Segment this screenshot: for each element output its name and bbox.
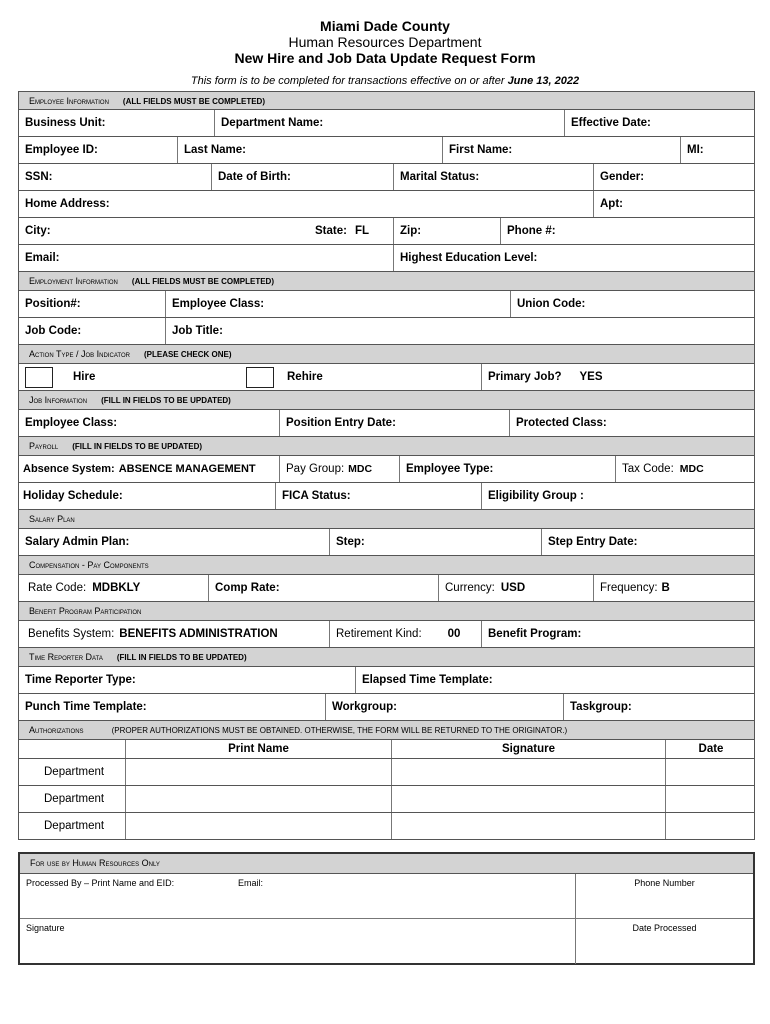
retirement-kind-label: Retirement Kind: <box>336 628 422 640</box>
city-field[interactable]: City: <box>25 225 51 237</box>
retirement-kind-value: 00 <box>447 628 461 640</box>
elapsed-time-template-field[interactable]: Elapsed Time Template: <box>355 667 756 693</box>
signature-input[interactable] <box>391 786 665 812</box>
form-row <box>18 110 755 137</box>
print-name-input[interactable] <box>125 759 391 785</box>
department-label: Department <box>44 793 105 805</box>
mi-field[interactable]: MI: <box>680 137 756 163</box>
date-input[interactable] <box>665 759 756 785</box>
effective-note-text: This form is to be completed for transactions effective on or after <box>190 75 508 87</box>
section-title: Employee Information <box>29 96 109 106</box>
col-signature: Signature <box>391 740 665 758</box>
county-title: Miami Dade County <box>320 18 450 34</box>
hr-only-box <box>18 852 755 965</box>
form-row <box>18 483 755 510</box>
rate-code-field[interactable] <box>19 575 208 601</box>
hire-label: Hire <box>73 371 96 383</box>
pay-group-label: Pay Group: <box>286 463 345 475</box>
rate-code-label: Rate Code: <box>28 582 87 594</box>
section-job-information <box>18 391 755 410</box>
form-row <box>18 621 755 648</box>
absence-system-value: ABSENCE MANAGEMENT <box>118 463 256 475</box>
currency-field[interactable] <box>438 575 593 601</box>
hr-phone-number-field[interactable]: Phone Number <box>575 874 753 918</box>
form-row <box>18 218 755 245</box>
section-note: (ALL FIELDS MUST BE COMPLETED) <box>131 277 274 286</box>
date-of-birth-field[interactable]: Date of Birth: <box>211 164 393 190</box>
pay-group-field[interactable] <box>279 456 399 482</box>
fica-status-field[interactable]: FICA Status: <box>275 483 481 509</box>
col-date: Date <box>665 740 756 758</box>
retirement-kind-field[interactable] <box>329 621 481 647</box>
state-value: FL <box>354 225 370 237</box>
apt-field[interactable]: Apt: <box>593 191 756 217</box>
comp-rate-field[interactable]: Comp Rate: <box>208 575 438 601</box>
form-row <box>18 137 755 164</box>
section-employee-information <box>18 91 755 110</box>
section-benefit-program <box>18 602 755 621</box>
department-title: Human Resources Department <box>288 34 482 50</box>
step-field[interactable]: Step: <box>329 529 541 555</box>
state-label: State: <box>315 225 347 237</box>
date-input[interactable] <box>665 813 756 839</box>
form-row <box>18 667 755 694</box>
section-employment-information <box>18 272 755 291</box>
section-title: Job Information <box>29 395 88 405</box>
print-name-input[interactable] <box>125 813 391 839</box>
frequency-field[interactable] <box>593 575 756 601</box>
benefits-system-field[interactable] <box>19 621 329 647</box>
rate-code-value: MDBKLY <box>92 582 141 594</box>
section-note: (PROPER AUTHORIZATIONS MUST BE OBTAINED. OTHERWISE, THE FORM WILL BE RETURNED TO THE ORIGINATOR.) <box>111 726 568 735</box>
tax-code-value: MDC <box>679 463 704 475</box>
form-row <box>18 529 755 556</box>
hr-row <box>20 874 753 919</box>
pay-group-value: MDC <box>348 463 373 475</box>
business-unit-field[interactable]: Business Unit: <box>25 117 106 129</box>
currency-label: Currency: <box>445 582 495 594</box>
section-title: Action Type / Job Indicator <box>29 349 130 359</box>
rehire-checkbox[interactable] <box>246 367 274 388</box>
benefits-system-label: Benefits System: <box>28 628 115 640</box>
form-row <box>18 164 755 191</box>
absence-system-field[interactable] <box>19 456 279 482</box>
effective-note <box>0 75 770 87</box>
email-field[interactable]: Email: <box>25 252 60 264</box>
section-title: Salary Plan <box>29 514 75 524</box>
form-row <box>18 364 755 391</box>
section-salary-plan <box>18 510 755 529</box>
authorization-row <box>18 786 755 813</box>
col-print-name: Print Name <box>125 740 391 758</box>
authorization-row <box>18 759 755 786</box>
department-name-field[interactable]: Department Name: <box>214 110 564 136</box>
salary-admin-plan-field[interactable]: Salary Admin Plan: <box>25 536 130 548</box>
benefit-program-field[interactable]: Benefit Program: <box>481 621 756 647</box>
section-note: (ALL FIELDS MUST BE COMPLETED) <box>122 97 265 106</box>
step-entry-date-field[interactable]: Step Entry Date: <box>541 529 756 555</box>
employee-id-field[interactable]: Employee ID: <box>25 144 98 156</box>
state-field[interactable] <box>309 218 393 244</box>
authorization-row <box>18 813 755 840</box>
hr-row <box>20 919 753 964</box>
form-row <box>18 456 755 483</box>
punch-time-template-field[interactable]: Punch Time Template: <box>25 701 147 713</box>
authorizations-header <box>18 740 755 759</box>
job-code-field[interactable]: Job Code: <box>25 325 82 337</box>
union-code-field[interactable]: Union Code: <box>510 291 756 317</box>
section-note: (FILL IN FIELDS TO BE UPDATED) <box>101 396 231 405</box>
department-label: Department <box>44 820 105 832</box>
primary-job-value: YES <box>579 371 603 383</box>
section-title: Compensation - Pay Components <box>29 560 149 570</box>
position-number-field[interactable]: Position#: <box>25 298 81 310</box>
form-title: New Hire and Job Data Update Request Form <box>234 50 536 66</box>
education-level-field[interactable]: Highest Education Level: <box>393 245 756 271</box>
section-authorizations <box>18 721 755 740</box>
effective-note-date: June 13, 2022 <box>507 75 580 87</box>
form-row <box>18 410 755 437</box>
employee-type-field[interactable]: Employee Type: <box>399 456 615 482</box>
eligibility-group-field[interactable]: Eligibility Group : <box>481 483 756 509</box>
holiday-schedule-field[interactable]: Holiday Schedule: <box>23 490 123 502</box>
section-note: (FILL IN FIELDS TO BE UPDATED) <box>72 442 203 451</box>
taskgroup-field[interactable]: Taskgroup: <box>563 694 756 720</box>
section-time-reporter <box>18 648 755 667</box>
gender-field[interactable]: Gender: <box>593 164 756 190</box>
print-name-input[interactable] <box>125 786 391 812</box>
ssn-field[interactable]: SSN: <box>25 171 53 183</box>
section-note: (PLEASE CHECK ONE) <box>143 350 232 359</box>
form-row <box>18 318 755 345</box>
section-compensation <box>18 556 755 575</box>
absence-system-label: Absence System: <box>23 463 115 475</box>
date-processed-field[interactable]: Date Processed <box>575 919 753 964</box>
protected-class-field[interactable]: Protected Class: <box>509 410 756 436</box>
frequency-label: Frequency: <box>600 582 658 594</box>
tax-code-label: Tax Code: <box>622 463 674 475</box>
form-row <box>18 694 755 721</box>
last-name-field[interactable]: Last Name: <box>177 137 442 163</box>
marital-status-field[interactable]: Marital Status: <box>393 164 593 190</box>
section-payroll <box>18 437 755 456</box>
date-input[interactable] <box>665 786 756 812</box>
form-row <box>18 191 755 218</box>
form-body <box>18 91 755 840</box>
job-title-field[interactable]: Job Title: <box>165 318 756 344</box>
effective-date-field[interactable]: Effective Date: <box>564 110 756 136</box>
workgroup-field[interactable]: Workgroup: <box>325 694 563 720</box>
section-title: Authorizations <box>29 725 84 735</box>
hire-checkbox[interactable] <box>25 367 53 388</box>
form-row <box>18 575 755 602</box>
first-name-field[interactable]: First Name: <box>442 137 680 163</box>
primary-job-label: Primary Job? <box>488 371 562 383</box>
hr-signature-field[interactable]: Signature <box>26 923 65 933</box>
section-title: Time Reporter Data <box>29 652 103 662</box>
department-label: Department <box>44 766 105 778</box>
section-hr-only: For use by Human Resources Only <box>20 854 753 874</box>
section-title: Employment Information <box>29 276 118 286</box>
currency-value: USD <box>500 582 526 594</box>
section-title: Benefit Program Participation <box>29 606 142 616</box>
home-address-field[interactable]: Home Address: <box>25 198 110 210</box>
section-title: Payroll <box>29 441 59 451</box>
tax-code-field[interactable] <box>615 456 756 482</box>
frequency-value: B <box>661 582 670 594</box>
section-note: (FILL IN FIELDS TO BE UPDATED) <box>116 653 247 662</box>
job-employee-class-field[interactable]: Employee Class: <box>25 417 118 429</box>
position-entry-date-field[interactable]: Position Entry Date: <box>279 410 509 436</box>
time-reporter-type-field[interactable]: Time Reporter Type: <box>25 674 136 686</box>
primary-job-field[interactable] <box>481 364 756 390</box>
signature-input[interactable] <box>391 759 665 785</box>
zip-field[interactable]: Zip: <box>393 218 500 244</box>
section-action-type <box>18 345 755 364</box>
form-row <box>18 245 755 272</box>
signature-input[interactable] <box>391 813 665 839</box>
employee-class-field[interactable]: Employee Class: <box>165 291 510 317</box>
rehire-label: Rehire <box>287 371 323 383</box>
benefits-system-value: BENEFITS ADMINISTRATION <box>119 628 278 640</box>
form-row <box>18 291 755 318</box>
phone-field[interactable]: Phone #: <box>500 218 756 244</box>
processed-by-field[interactable]: Processed By – Print Name and EID: <box>26 878 175 888</box>
hr-email-field[interactable]: Email: <box>238 878 264 888</box>
